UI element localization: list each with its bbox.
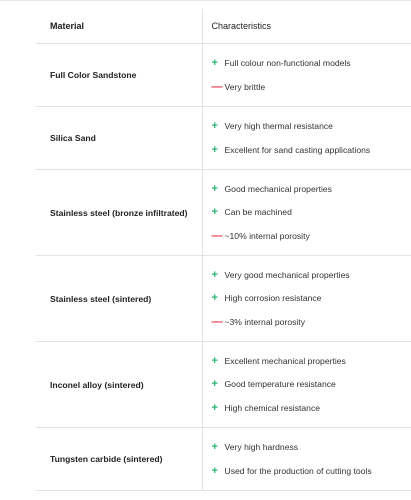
pro-item (212, 177, 411, 200)
characteristics-cell (202, 342, 411, 428)
table-row (36, 428, 411, 491)
pro-item (212, 263, 411, 286)
plus-icon: + (211, 355, 218, 368)
characteristic-text: High chemical resistance (224, 402, 321, 413)
table-row (36, 44, 411, 107)
characteristic-text: ~10% internal porosity (224, 230, 310, 241)
pro-item (212, 373, 411, 396)
plus-icon: + (211, 269, 218, 282)
characteristic-text: Excellent for sand casting applications (224, 144, 371, 155)
pro-item (212, 138, 411, 161)
characteristic-text: Can be machined (224, 207, 292, 218)
table-row (36, 107, 411, 170)
material-name: Full Color Sandstone (36, 44, 202, 107)
pro-item (212, 349, 411, 372)
characteristic-text: ~3% internal porosity (224, 316, 305, 327)
characteristics-list (212, 52, 411, 99)
pro-item (212, 287, 411, 310)
characteristic-text: Full colour non-functional models (224, 58, 351, 69)
plus-icon: + (211, 464, 218, 477)
table-header-row (36, 9, 411, 44)
characteristics-list (212, 349, 411, 419)
minus-icon: — (211, 80, 223, 93)
plus-icon: + (211, 183, 218, 196)
characteristic-text: Used for the production of cutting tools (224, 465, 372, 476)
characteristics-list (212, 115, 411, 162)
pro-item (212, 396, 411, 419)
material-name: Stainless steel (bronze infiltrated) (36, 170, 202, 256)
characteristic-text: Very high hardness (224, 442, 299, 453)
table-body (36, 44, 411, 491)
characteristics-list (212, 263, 411, 333)
characteristic-text: Excellent mechanical properties (224, 356, 346, 367)
characteristics-cell (202, 170, 411, 256)
plus-icon: + (211, 120, 218, 133)
material-name: Stainless steel (sintered) (36, 256, 202, 342)
characteristic-text: Very high thermal resistance (224, 121, 333, 132)
characteristic-text: Very good mechanical properties (224, 270, 350, 281)
plus-icon: + (211, 292, 218, 305)
table-row (36, 256, 411, 342)
material-name: Tungsten carbide (sintered) (36, 428, 202, 491)
plus-icon: + (211, 143, 218, 156)
characteristics-list (212, 436, 411, 483)
top-divider (0, 0, 411, 1)
characteristics-cell (202, 107, 411, 170)
con-item (212, 75, 411, 98)
plus-icon: + (211, 378, 218, 391)
con-item (212, 224, 411, 247)
table-row (36, 342, 411, 428)
pro-item (212, 115, 411, 138)
characteristic-text: Good temperature resistance (224, 379, 336, 390)
characteristic-text: Very brittle (224, 81, 266, 92)
pro-item (212, 459, 411, 482)
con-item (212, 310, 411, 333)
header-characteristics: Characteristics (202, 9, 411, 44)
pro-item (212, 436, 411, 459)
characteristic-text: High corrosion resistance (224, 293, 322, 304)
material-name: Inconel alloy (sintered) (36, 342, 202, 428)
pro-item (212, 201, 411, 224)
characteristic-text: Good mechanical properties (224, 184, 332, 195)
minus-icon: — (211, 315, 223, 328)
characteristics-list (212, 177, 411, 247)
pro-item (212, 52, 411, 75)
characteristics-cell (202, 256, 411, 342)
plus-icon: + (211, 441, 218, 454)
plus-icon: + (211, 206, 218, 219)
table-row (36, 170, 411, 256)
characteristics-cell (202, 44, 411, 107)
plus-icon: + (211, 401, 218, 414)
header-material: Material (36, 9, 202, 44)
plus-icon: + (211, 57, 218, 70)
minus-icon: — (211, 229, 223, 242)
characteristics-cell (202, 428, 411, 491)
material-name: Silica Sand (36, 107, 202, 170)
materials-table (36, 9, 411, 491)
